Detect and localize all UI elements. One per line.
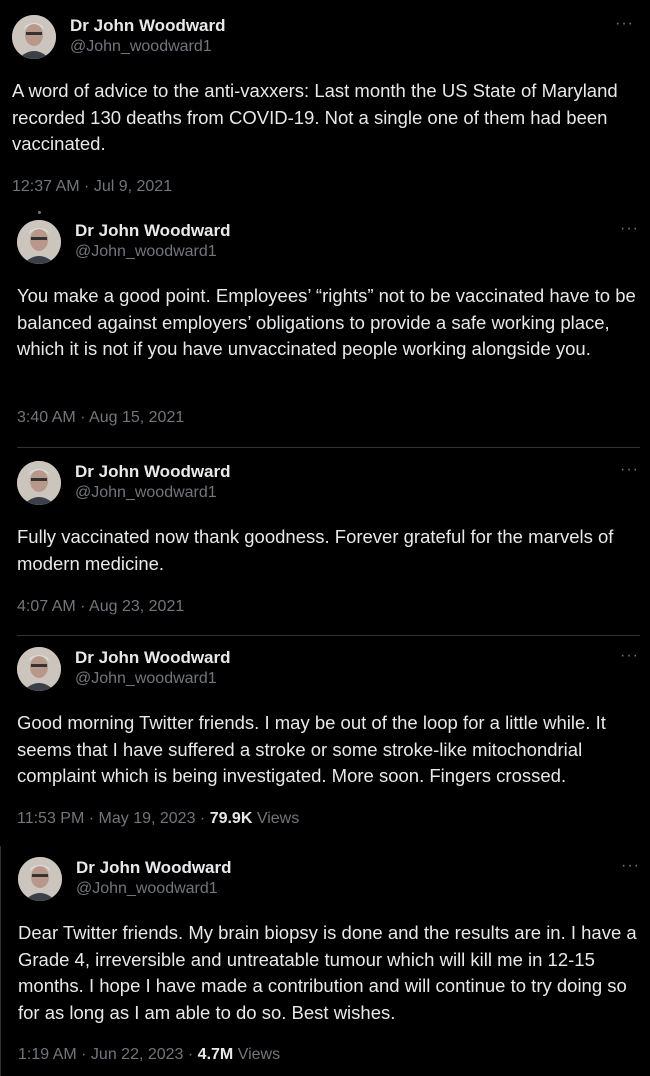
author-handle[interactable]: @John_woodward1 (75, 243, 217, 260)
tweet-text: Good morning Twitter friends. I may be out of the loop for a little while. It seems that I have suffered a stroke or some stroke-like mitochondrial complaint which is being investigated. More soon. Fingers crossed. (17, 712, 606, 786)
thread-dot (38, 211, 41, 214)
author-name[interactable]: Dr John Woodward (75, 462, 231, 481)
tweet-timestamp[interactable] (18, 1046, 280, 1064)
author-name[interactable]: Dr John Woodward (75, 221, 231, 240)
tweet-2[interactable] (0, 215, 650, 447)
more-options-icon[interactable]: ··· (620, 461, 639, 478)
author-handle[interactable]: @John_woodward1 (75, 484, 217, 501)
author-name[interactable]: Dr John Woodward (76, 858, 232, 877)
author-name[interactable]: Dr John Woodward (75, 648, 231, 667)
tweet-5[interactable] (0, 852, 650, 1076)
author-handle[interactable]: @John_woodward1 (70, 38, 212, 55)
tweet-3[interactable] (0, 456, 650, 635)
author-handle[interactable]: @John_woodward1 (76, 880, 218, 897)
tweet-timestamp[interactable] (17, 598, 184, 616)
tweet-text: Fully vaccinated now thank goodness. Forever grateful for the marvels of modern medicine. (17, 526, 614, 574)
divider (17, 447, 640, 448)
views-count: 79.9K (209, 810, 253, 827)
tweet-text: Dear Twitter friends. My brain biopsy is done and the results are in. I have a Grade 4, irreversible and untreatable tumour which will kill me in 12-15 months. I hope I have made a contribution and will continue to try doing so for as long as I am able to do so. Best wishes. (18, 922, 637, 1023)
more-options-icon[interactable]: ··· (621, 857, 640, 874)
author-name[interactable]: Dr John Woodward (70, 16, 226, 35)
tweet-timestamp[interactable] (17, 810, 299, 828)
views-count: 4.7M (197, 1046, 234, 1063)
views-label: Views (233, 1046, 281, 1063)
more-options-icon[interactable]: ··· (620, 647, 639, 664)
author-handle[interactable]: @John_woodward1 (75, 670, 217, 687)
timestamp-text: 12:37 AM · Jul 9, 2021 (12, 178, 173, 195)
views-label: Views (252, 810, 300, 827)
tweet-text: You make a good point. Employees’ “rights” not to be vaccinated have to be balanced against employers’ obligations to provide a safe working place, which it is not if you have unvaccinated people working alongside you. (17, 285, 636, 359)
tweet-1[interactable] (0, 0, 650, 205)
more-options-icon[interactable]: ··· (615, 15, 634, 32)
timestamp-text: 1:19 AM · Jun 22, 2023 · (18, 1046, 198, 1063)
more-options-icon[interactable]: ··· (620, 220, 639, 237)
avatar[interactable] (18, 857, 62, 901)
divider (17, 635, 640, 636)
tweet-timestamp[interactable] (12, 178, 172, 196)
avatar[interactable] (17, 647, 61, 691)
timestamp-text: 3:40 AM · Aug 15, 2021 (17, 409, 185, 426)
avatar[interactable] (12, 15, 56, 59)
tweet-text: A word of advice to the anti-vaxxers: Last month the US State of Maryland recorded 130 deaths from COVID-19. Not a single one of them had been vaccinated. (12, 80, 618, 154)
timestamp-text: 11:53 PM · May 19, 2023 · (17, 810, 210, 827)
tweet-4[interactable] (0, 642, 650, 842)
tweet-timestamp[interactable] (17, 409, 184, 427)
avatar[interactable] (17, 461, 61, 505)
avatar[interactable] (17, 220, 61, 264)
timestamp-text: 4:07 AM · Aug 23, 2021 (17, 598, 185, 615)
